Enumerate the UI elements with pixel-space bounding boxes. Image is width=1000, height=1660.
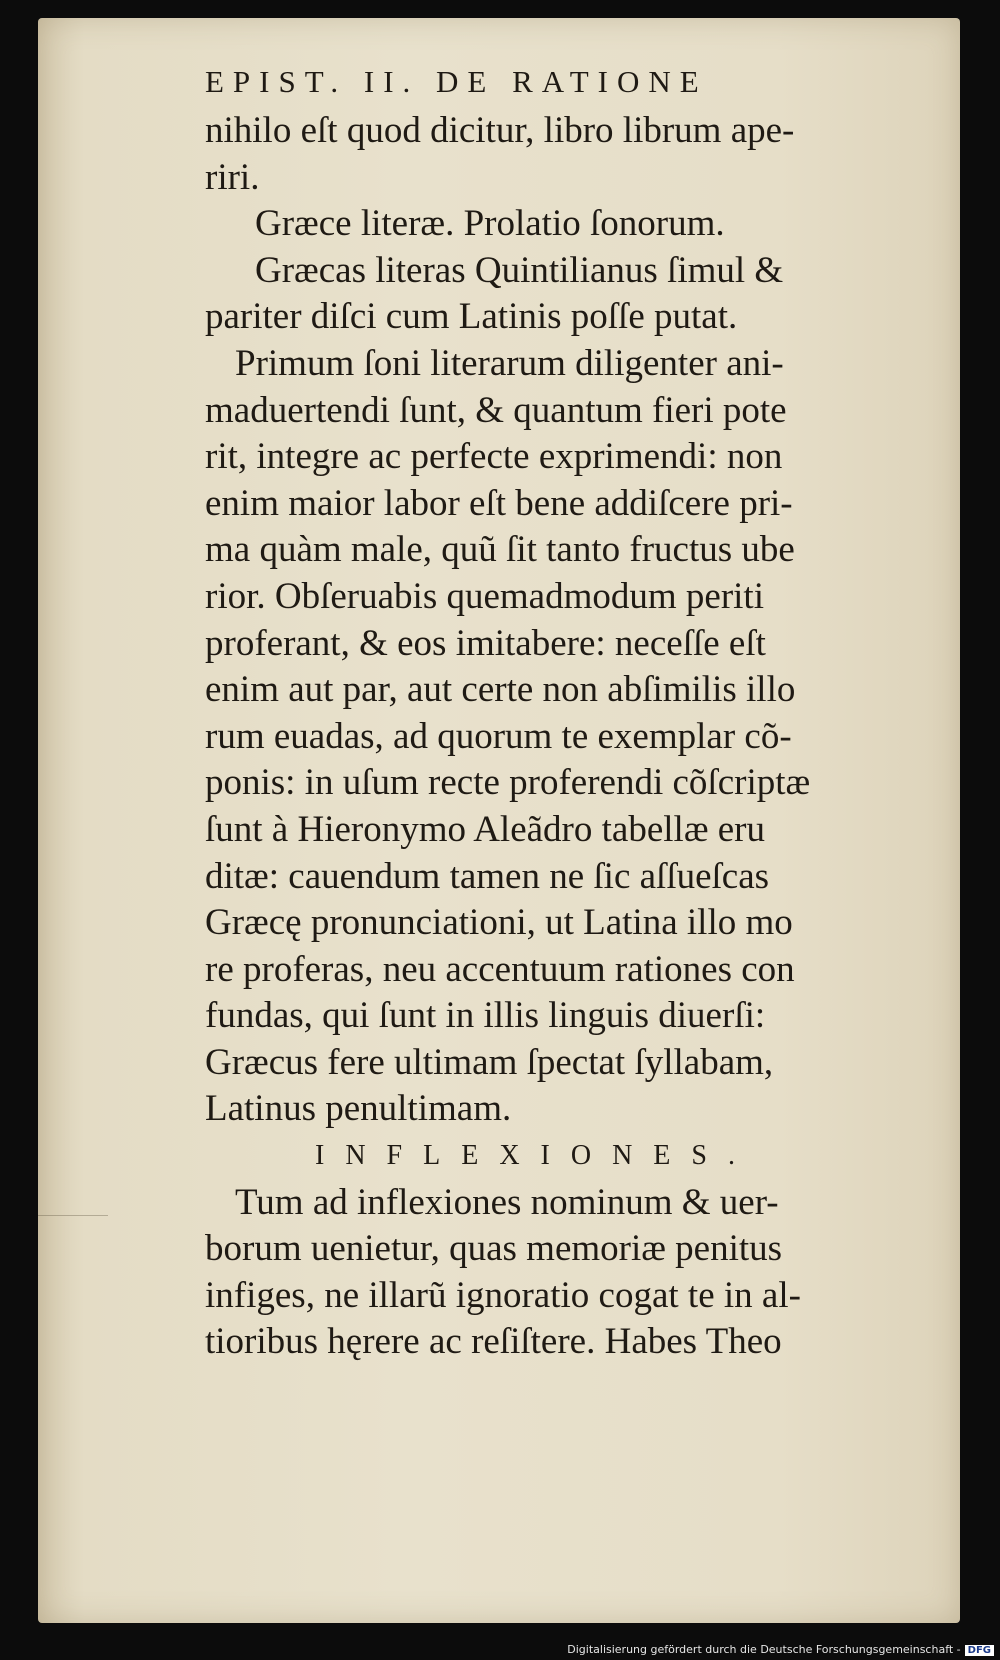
- section-heading: INFLEXIONES.: [315, 1140, 756, 1172]
- text-line: maduertendi ſunt, & quantum fieri pote: [205, 389, 787, 431]
- text-line: infiges, ne illarũ ignoratio cogat te in al-: [205, 1274, 801, 1316]
- text-line: enim maior labor eſt bene addiſcere pri-: [205, 482, 793, 524]
- text-line: Latinus penultimam.: [205, 1088, 512, 1130]
- page-edge-mark: [38, 1215, 108, 1216]
- text-line: fundas, qui ſunt in illis linguis diuerſi:: [205, 995, 766, 1037]
- text-line: ditæ: cauendum tamen ne ſic aſſueſcas: [205, 855, 770, 897]
- text-line: Græcus fere ultimam ſpectat ſyllabam,: [205, 1041, 774, 1083]
- text-line: pariter diſci cum Latinis poſſe putat.: [205, 296, 738, 338]
- text-line: nihilo eſt quod dicitur, libro librum ape-: [205, 110, 795, 151]
- credit-text: Digitalisierung gefördert durch die Deutsche Forschungsgemeinschaft -: [567, 1643, 961, 1656]
- digitization-credit: [567, 1643, 994, 1656]
- page-text: [205, 56, 945, 1366]
- text-line: Græcas literas Quintilianus ſimul &: [255, 249, 784, 291]
- text-line: rior. Obſeruabis quemadmodum periti: [205, 575, 764, 617]
- marginal-heading-line: Græce literæ. Prolatio ſonorum.: [255, 203, 725, 245]
- text-line: tioribus hęrere ac reſiſtere. Habes Theo: [205, 1321, 782, 1363]
- text-line: rum euadas, ad quorum te exemplar cõ-: [205, 715, 792, 757]
- running-head: EPIST. II. DE RATIONE: [205, 64, 708, 99]
- text-line: Primum ſoni literarum diligenter ani-: [235, 342, 784, 384]
- text-line: borum uenietur, quas memoriæ penitus: [205, 1228, 783, 1270]
- dfg-logo: DFG: [965, 1645, 994, 1656]
- text-line: riri.: [205, 156, 260, 198]
- text-line: re proferas, neu accentuum rationes con: [205, 948, 795, 990]
- text-line: ponis: in uſum recte proferendi cõſcriptæ: [205, 762, 811, 804]
- text-line: Græcę pronunciationi, ut Latina illo mo: [205, 902, 793, 944]
- text-line: ſunt à Hieronymo Aleãdro tabellæ eru: [205, 808, 765, 850]
- text-line: proferant, & eos imitabere: neceſſe eſt: [205, 622, 766, 664]
- text-line: enim aut par, aut certe non abſimilis illo: [205, 669, 796, 711]
- text-line: Tum ad inflexiones nominum & uer-: [235, 1181, 779, 1223]
- text-line: ma quàm male, quũ ſit tanto fructus ube: [205, 529, 795, 571]
- text-line: rit, integre ac perfecte exprimendi: non: [205, 436, 783, 478]
